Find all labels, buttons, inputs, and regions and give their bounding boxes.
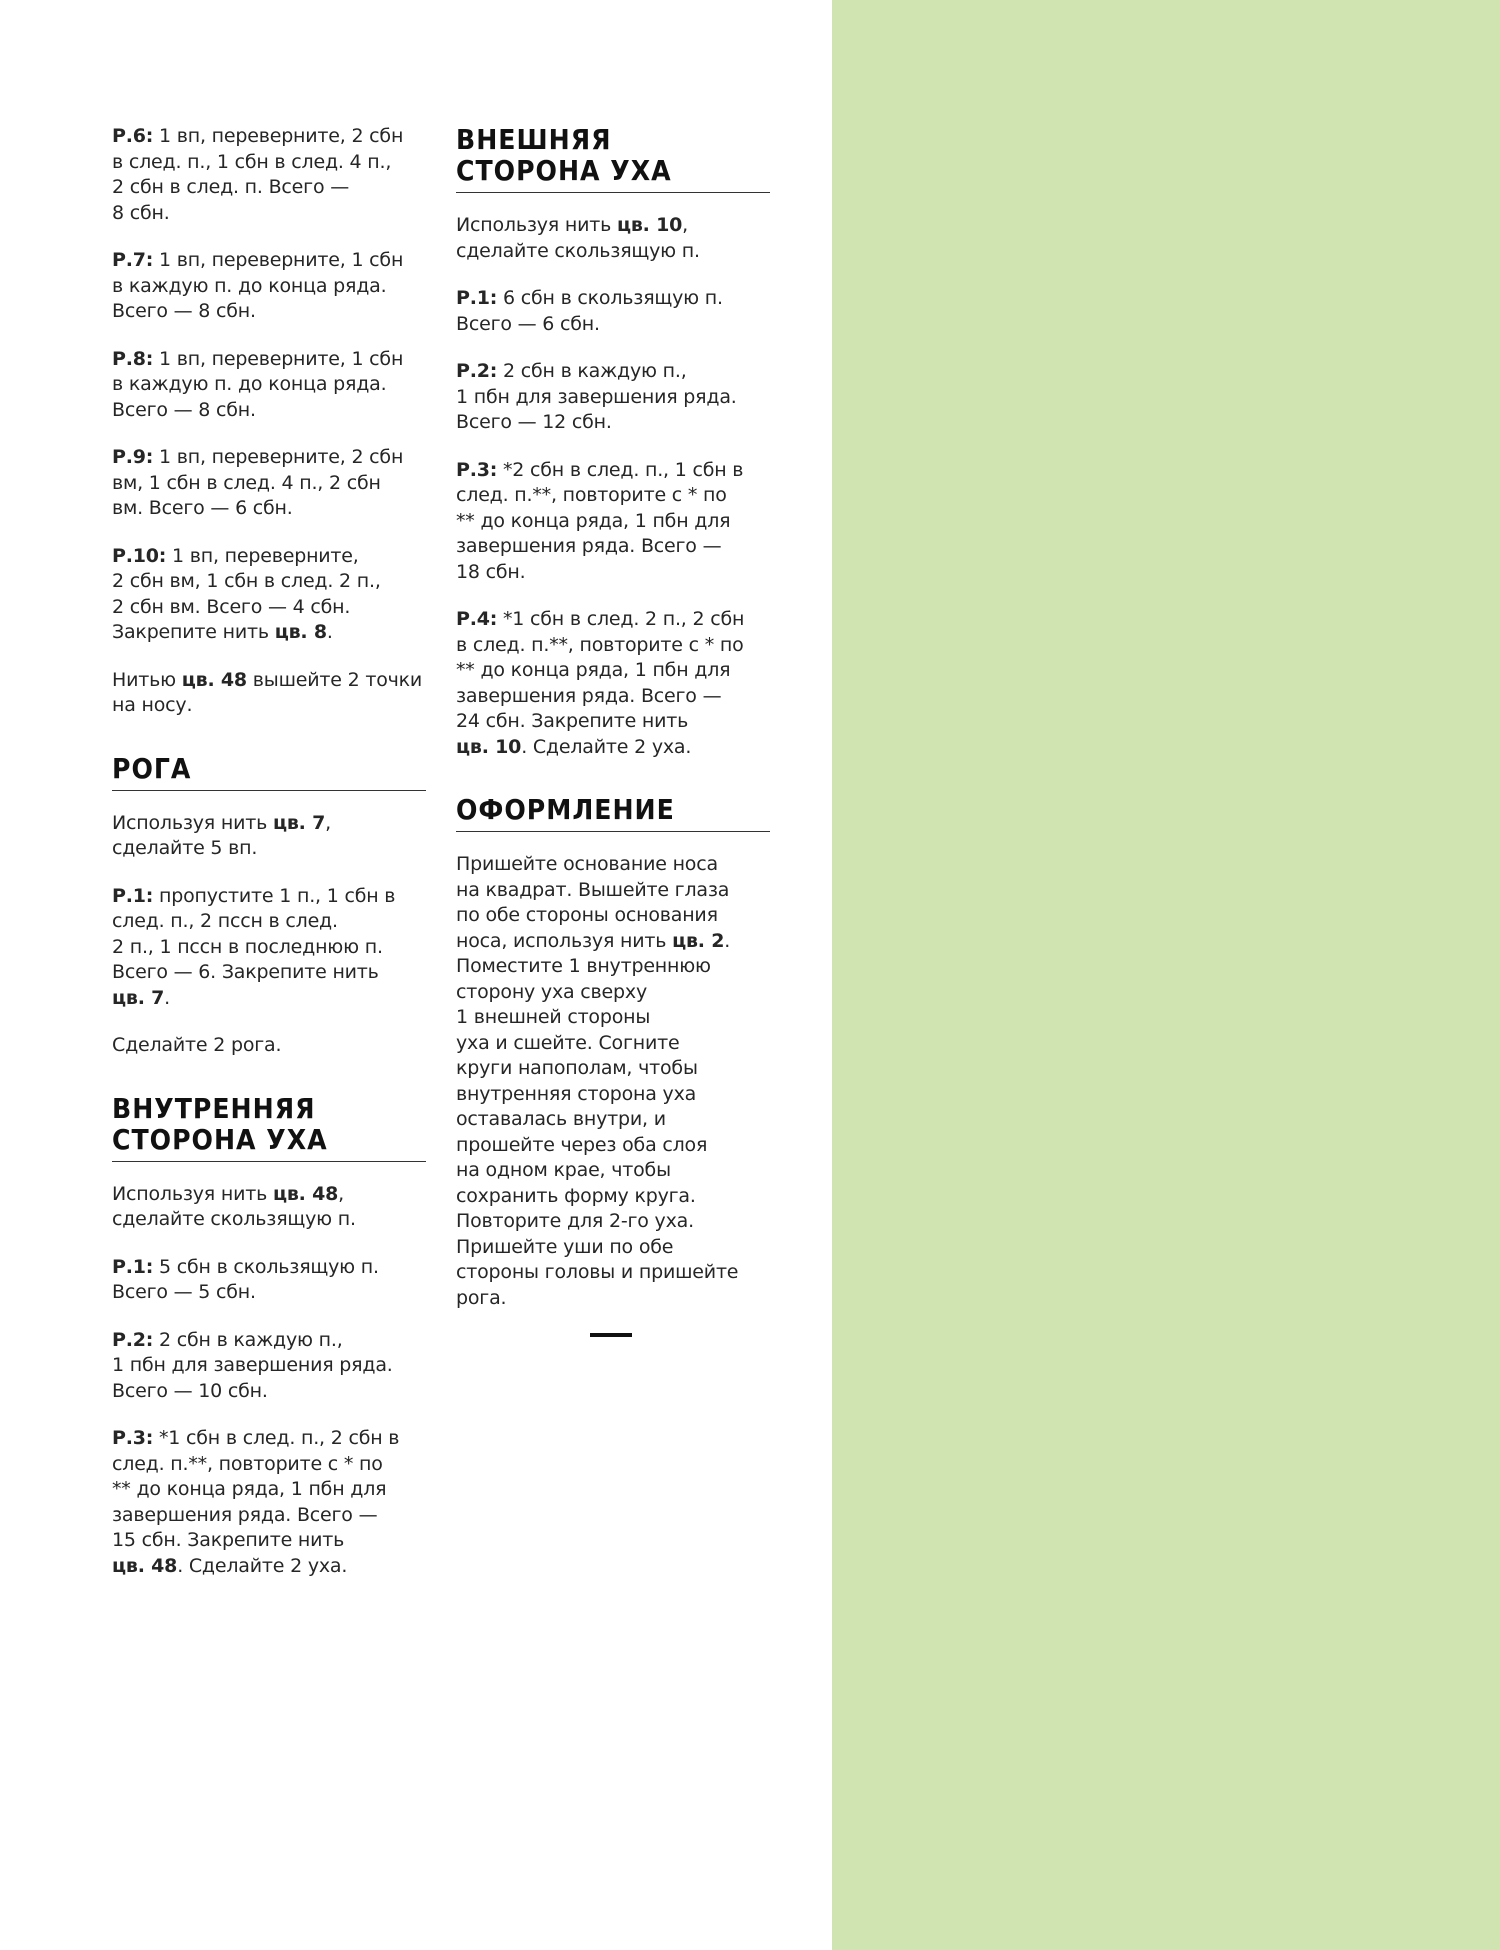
bold-label: Р.7: (112, 249, 154, 271)
text-span: 1 вп, переверните, 1 сбн в каждую п. до конца ряда. Всего — 8 сбн. (112, 249, 404, 322)
bold-label: цв. 10 (456, 735, 522, 758)
bold-label: цв. 7 (112, 986, 165, 1009)
bold-label: Р.1: (112, 884, 154, 907)
instruction-paragraph (112, 1328, 426, 1405)
instruction-paragraph (112, 668, 426, 719)
instruction-paragraph (112, 1182, 426, 1233)
instruction-paragraph (456, 359, 770, 436)
section-title-outer-ear: ВНЕШНЯЯ СТОРОНА УХА (456, 124, 770, 193)
section-title-inner-ear: ВНУТРЕННЯЯ СТОРОНА УХА (112, 1093, 426, 1162)
instruction-paragraph (112, 1033, 426, 1059)
text-span: . (326, 621, 333, 643)
bold-label: Р.4: (456, 608, 498, 630)
text-span: 5 сбн в скользящую п. Всего — 5 сбн. (112, 1255, 379, 1303)
finishing-instructions (456, 852, 770, 1311)
bold-label: цв. 48 (272, 1182, 339, 1205)
text-span: Нитью (112, 668, 182, 691)
bold-label: Р.3: (456, 458, 498, 481)
instruction-paragraph (112, 445, 426, 522)
text-span: *1 сбн в след. 2 п., 2 сбн в след. п.**, повторите с * по ** до конца ряда, 1 пбн для завершения ряда. Всего — 24 сбн. Закрепите нить (456, 608, 745, 732)
text-span: вышейте 2 точки на носу. (112, 668, 423, 716)
text-span: Используя нить (456, 214, 617, 236)
text-span: Используя нить (112, 811, 273, 834)
bold-label: цв. 2 (672, 929, 725, 952)
section-title-horns: РОГА (112, 753, 426, 791)
text-span: 1 вп, переверните, 2 сбн вм, 1 сбн в след. 4 п., 2 сбн вм. Всего — 6 сбн. (112, 446, 404, 519)
instruction-paragraph (112, 811, 426, 862)
instruction-paragraph (456, 286, 770, 337)
bold-label: Р.6: (112, 125, 154, 147)
text-span: 6 сбн в скользящую п. Всего — 6 сбн. (456, 287, 723, 335)
text-span: , сделайте 5 вп. (112, 811, 331, 859)
bold-label: цв. 8 (274, 621, 327, 643)
text-span: *1 сбн в след. п., 2 сбн в след. п.**, повторите с * по ** до конца ряда, 1 пбн для завершения ряда. Всего — 15 сбн. Закрепите нить (112, 1427, 400, 1551)
text-span: 1 вп, переверните, 2 сбн в след. п., 1 сбн в след. 4 п., 2 сбн в след. п. Всего — 8 сбн. (112, 125, 404, 224)
instruction-paragraph (112, 544, 426, 646)
bold-label: Р.9: (112, 446, 154, 468)
text-span: Сделайте 2 рога. (112, 1034, 282, 1056)
bold-label: Р.8: (112, 347, 154, 370)
left-column (112, 124, 426, 1601)
text-span: Используя нить (112, 1182, 273, 1205)
text-span: Пришейте основание носа на квадрат. Вышейте глаза по обе стороны основания носа, используя нить (456, 853, 730, 952)
bold-label: цв. 7 (272, 811, 326, 834)
bold-label: цв. 10 (616, 214, 683, 236)
text-span: . (164, 986, 171, 1009)
instruction-paragraph (456, 213, 770, 264)
bold-label: Р.3: (112, 1427, 154, 1449)
text-span: , сделайте скользящую п. (112, 1182, 356, 1230)
outer-ear-instructions (456, 213, 770, 760)
text-span: 2 сбн в каждую п., 1 пбн для завершения ряда. Всего — 12 сбн. (456, 360, 737, 433)
instruction-paragraph (456, 852, 770, 1311)
bold-label: цв. 48 (181, 668, 247, 691)
instruction-paragraph (112, 347, 426, 424)
inner-ear-instructions (112, 1182, 426, 1580)
section-title-finishing: ОФОРМЛЕНИЕ (456, 794, 770, 832)
rows-continued (112, 124, 426, 719)
text-span: . Сделайте 2 уха. (521, 735, 692, 758)
bold-label: Р.10: (112, 544, 167, 567)
bold-label: цв. 48 (112, 1554, 178, 1577)
bold-label: Р.2: (112, 1328, 154, 1351)
bold-label: Р.1: (112, 1255, 154, 1278)
green-side-panel (832, 0, 1500, 1950)
instruction-paragraph (456, 607, 770, 760)
instruction-paragraph (112, 124, 426, 226)
text-span: , сделайте скользящую п. (456, 214, 700, 262)
end-divider (590, 1333, 632, 1337)
bold-label: Р.1: (456, 287, 498, 309)
bold-label: Р.2: (456, 360, 498, 382)
instruction-paragraph (112, 1255, 426, 1306)
instruction-paragraph (112, 248, 426, 325)
instruction-paragraph (456, 458, 770, 586)
text-span: . Сделайте 2 уха. (177, 1554, 348, 1577)
text-span: 1 вп, переверните, 2 сбн вм, 1 сбн в след. 2 п., 2 сбн вм. Всего — 4 сбн. Закрепите нить (112, 544, 381, 643)
horns-instructions (112, 811, 426, 1059)
text-span: пропустите 1 п., 1 сбн в след. п., 2 пссн в след. 2 п., 1 пссн в последнюю п. Всего — 6. Закрепите нить (112, 884, 396, 983)
text-span: . Поместите 1 внутреннюю сторону уха сверху 1 внешней стороны уха и сшейте. Согните круги напополам, чтобы внутренняя сторона уха оставалась внутри, и прошейте через оба слоя на одном крае, чтобы сохранить форму круга. Повторите для 2-го уха. Пришейте уши по обе стороны головы и пришейте рога. (456, 929, 739, 1309)
text-span: 1 вп, переверните, 1 сбн в каждую п. до конца ряда. Всего — 8 сбн. (112, 347, 404, 421)
text-span: 2 сбн в каждую п., 1 пбн для завершения ряда. Всего — 10 сбн. (112, 1328, 393, 1402)
instruction-paragraph (112, 884, 426, 1012)
instruction-paragraph (112, 1426, 426, 1579)
right-column (456, 124, 770, 1337)
text-span: *2 сбн в след. п., 1 сбн в след. п.**, повторите с * по ** до конца ряда, 1 пбн для завершения ряда. Всего — 18 сбн. (456, 458, 744, 583)
